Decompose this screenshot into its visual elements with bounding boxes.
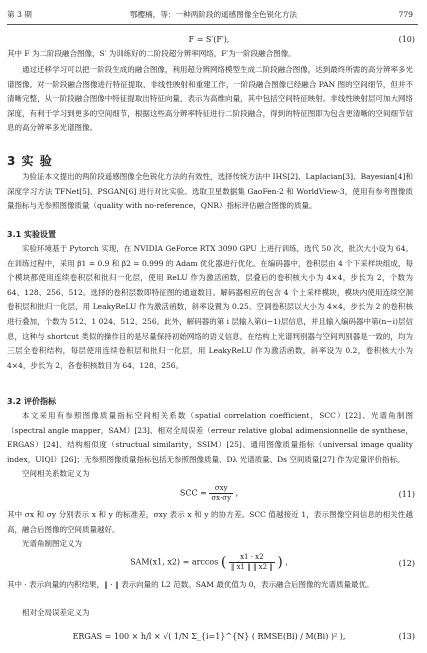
page-header-page-number: 779 [398,10,413,19]
equation-13-body: ERGAS = 100 × h/l × √( 1/N Σ_{i=1}^{N} ( RMSE(Bi) / M(Bi) )² ), [72,632,346,641]
paragraph-scc-intro: 空间相关系数定义为 [22,469,90,478]
paragraph-ergas-intro: 相对全局误差定义为 [22,608,90,617]
equation-10-number: (10) [398,35,415,44]
equation-13 [0,627,427,649]
equation-12-body [0,553,418,572]
paragraph-sam-intro: 光谱角制图定义为 [22,539,82,548]
equation-11-body [0,484,418,503]
equation-12-tail: , [285,557,288,567]
equation-11-numerator: σxy [209,484,233,494]
paragraph-scc-explain: 其中 σx 和 σy 分别表示 x 和 y 的标准差，σxy 表示 x 和 y 的协方差。SCC 值越接近 1，表示图像空间信息的相关性越高，融合后图像的空间质量越好。 [7,510,413,534]
equation-13-number: (13) [398,632,415,641]
equation-12-lhs: SAM(x1, x2) = arccos [130,557,219,567]
paragraph-sam-explain: 其中 · 表示向量的内积结果，‖ · ‖ 表示向量的 L2 范数。SAM 最优值为 0，表示融合后图像的光谱质量最优。 [7,580,374,589]
equation-11-number: (11) [398,490,415,499]
equation-11-fraction [209,484,233,503]
equation-12 [0,553,427,575]
paragraph-metrics: 本文采用有参照图像质量指标空间相关系数（spatial correlation coefficient，SCC）[22]、光谱角制图（spectral angle mapper，SAM）[23]、相对全局误差（erreur relative global adimensionnelle de synthese，ERGAS）[24]、结构相似度（structual similarity，SSIM）[25]、通用图像质量指标（universal image quality index，UIQI）[26]；无参照图像质量指标包括无参照图像质量、Dλ 光谱质量、Ds 空间质量[27] 作为定量评价指标。 [7,411,413,464]
page-header-title: 鄂樱楠，等：一种两阶段的遥感图像全色锐化方法 [129,10,298,19]
paragraph-transfer-learning: 通过迁移学习可以把一阶段生成的融合图像，利用超分辨网络模型生成二阶段融合图像，达到最终所需的高分辨率多光谱图像。对一阶段融合图像进行特征提取、非线性映射和重建工作，一阶段融合图像已经融合 PAN 图的空间细节，但并不清晰完整，从一阶段融合图像中特征提取出特征向量，表示为高维向量，其中包括空间特征映射。非线性映射层可加大网络深度，有利于学习到更多的空间细节，根据这些高分辨率特征进行二阶段融合，得到的特征图即为包含更清晰的空间细节信息的高分辨率多光谱图像。 [7,65,413,133]
section-3-heading: 3 实 验 [7,154,53,168]
equation-12-number: (12) [398,559,415,568]
page-header-issue: 第 3 期 [7,10,32,19]
section-3-1-heading: 3.1 实验设置 [7,230,56,239]
equation-11-tail: , [235,488,239,498]
equation-12-fraction [229,553,275,572]
paragraph-experiment-setup: 实验环境基于 Pytorch 实现，在 NVIDIA GeForce RTX 3090 GPU 上进行训练，选代 50 次，批次大小设为 64。在训练过程中，采用 β1 = 0.9 和 β2 = 0.999 的 Adam 优化器进行优化。在编码器中，卷积层由 4 个下采样块组成，每个模块都使用连续卷积层和批归一化层，使用 ReLU 作为激活函数，层叠后的卷积核大小为 4×4，步长为 2，个数为 64、128、256、512。选择的卷积层数即特征图的通道数目。解码器相应的包含 4 个上采样模块，模块内使用连续空洞卷积层和批归一化层，用 LeakyReLU 作为激活函数，斜率设置为 0.25。空洞卷积层以大小为 4×4，步长为 2 的卷积核进行叠加，个数为 512、1 024、512、256。此外，解码器的第 i 层输入第(i−1)层信息，并且输入编码器中第(n−i)层信息，这种与 shortcut 类似的操作目的是尽量保持初始网络的语义信息。在结构上光谱判别器与空间判别器是一致的，均为三层全卷积结构，每层使用连续卷积层和批归一化层，用 LeakyReLU 作为激活函数，斜率设为 0.2，卷积核大小为 4×4，步长为 2，各卷积核数目为 64、128、256。 [7,244,413,370]
equation-12-left-paren: ( [220,554,227,571]
equation-12-numerator: x1 · x2 [229,553,275,563]
equation-11 [0,484,427,506]
paragraph-experiment-intro: 为验证本文提出的两阶段遥感图像全色锐化方法的有效性，选择传统方法中 IHS[2]、Laplacian[3]、Bayesian[4]和深度学习方法 TFNet[5]、PSGAN[6] 进行对比实验。选取卫星数据集 GaoFen-2 和 WorldView-3，使用有参考图像质量指标与无参照图像质量（quality with no-reference，QNR）指标评估融合图像的质量。 [7,172,413,211]
equation-12-right-paren: ) [277,554,283,571]
section-3-2-heading: 3.2 评价指标 [7,397,56,406]
equation-12-denominator: ‖ x1 ‖ ‖ x2 ‖ [230,563,273,571]
equation-11-lhs: SCC = [179,488,207,498]
header-rule [7,24,418,25]
paragraph-where-f: 其中 F 为二阶段融合图像，S′ 为训练好的二阶段超分辨率网络，F′为一阶段融合图像。 [7,49,296,58]
equation-10-body: F = S′(F′), [188,35,230,44]
equation-11-denominator: σx·σy [211,494,232,502]
